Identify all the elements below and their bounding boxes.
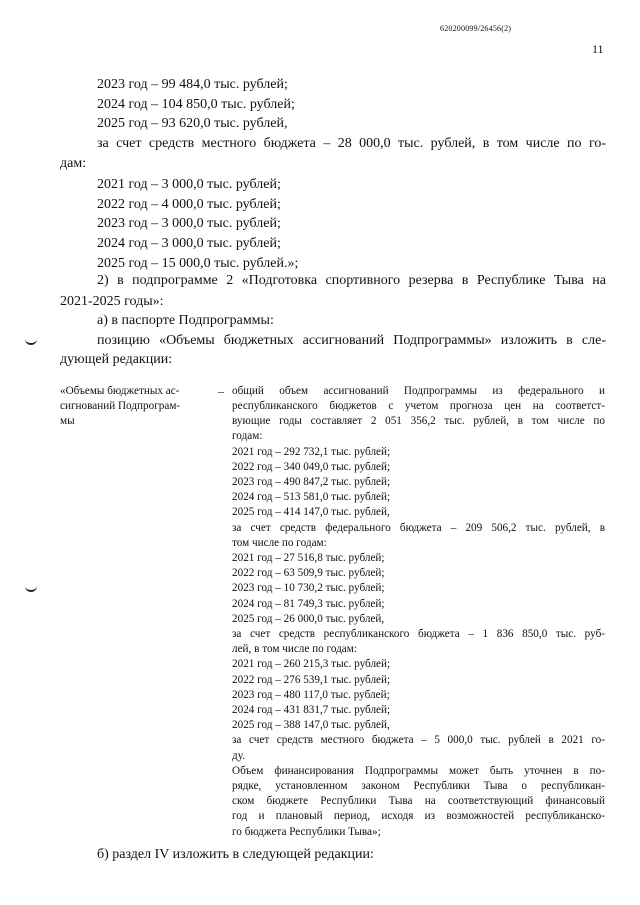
table-left-label: «Объемы бюджетных ас- [60,385,180,397]
table-right-line: го бюджета Республики Тыва»; [232,826,381,838]
body-line: 2025 год – 15 000,0 тыс. рублей.»; [97,256,299,271]
body-line: 2023 год – 3 000,0 тыс. рублей; [97,216,281,231]
table-right-line: за счет средств республиканского бюджета – 1 836 850,0 тыс. руб- [232,628,605,640]
table-right-line: общий объем ассигнований Подпрограммы из федерального и [232,385,605,397]
body-line: 2025 год – 93 620,0 тыс. рублей, [97,116,288,131]
body-line: дующей редакции: [60,352,173,367]
table-right-line: 2024 год – 513 581,0 тыс. рублей; [232,491,391,503]
table-right-line: 2021 год – 27 516,8 тыс. рублей; [232,552,385,564]
table-right-line: республиканского бюджетов с учетом прогноза цен на соответст- [232,400,605,412]
table-right-line: 2024 год – 81 749,3 тыс. рублей; [232,598,385,610]
table-right-line: Объем финансирования Подпрограммы может быть уточнен в по- [232,765,605,777]
table-right-line: 2022 год – 340 049,0 тыс. рублей; [232,461,391,473]
table-right-line: за счет средств местного бюджета – 5 000,0 тыс. рублей в 2021 го- [232,734,605,746]
table-right-line: лей, в том числе по годам: [232,643,357,655]
table-right-line: рядке, установленном законом Республики Тыва о республикан- [232,780,605,792]
table-right-line: 2023 год – 480 117,0 тыс. рублей; [232,689,390,701]
page-number: 11 [592,42,604,56]
table-right-line: 2025 год – 26 000,0 тыс. рублей, [232,613,385,625]
body-line: 2024 год – 3 000,0 тыс. рублей; [97,236,281,251]
table-right-line: 2021 год – 292 732,1 тыс. рублей; [232,446,391,458]
body-line: 2023 год – 99 484,0 тыс. рублей; [97,77,288,92]
table-right-line: 2021 год – 260 215,3 тыс. рублей; [232,658,391,670]
body-line: 2) в подпрограмме 2 «Подготовка спортивного резерва в Республике Тыва на [97,273,606,288]
body-line: б) раздел IV изложить в следующей редакции: [97,847,374,862]
table-right-line: 2023 год – 10 730,2 тыс. рублей; [232,582,385,594]
table-right-line: 2022 год – 63 509,9 тыс. рублей; [232,567,385,579]
table-right-line: год и плановый период, исходя из возможностей республиканско- [232,810,605,822]
margin-mark [25,337,37,345]
body-line: 2021 год – 3 000,0 тыс. рублей; [97,177,281,192]
table-right-line: ду. [232,750,245,762]
body-line: а) в паспорте Подпрограммы: [97,313,274,328]
table-right-line: за счет средств федерального бюджета – 209 506,2 тыс. рублей, в [232,522,605,534]
body-line: позицию «Объемы бюджетных ассигнований Подпрограммы» изложить в сле- [97,333,606,348]
table-right-line: годам: [232,430,263,442]
margin-mark [25,584,37,592]
table-right-line: 2025 год – 388 147,0 тыс. рублей, [232,719,390,731]
body-line: 2022 год – 4 000,0 тыс. рублей; [97,197,281,212]
body-line: 2024 год – 104 850,0 тыс. рублей; [97,97,295,112]
body-line: дам: [60,156,87,171]
table-dash: – [218,384,224,398]
table-right-line: 2022 год – 276 539,1 тыс. рублей; [232,674,391,686]
table-left-label: сигнований Подпрограм- [60,400,181,412]
table-right-line: вующие годы составляет 2 051 356,2 тыс. рублей, в том числе по [232,415,605,427]
body-line: за счет средств местного бюджета – 28 000,0 тыс. рублей, в том числе по го- [97,136,606,151]
table-right-line: 2023 год – 490 847,2 тыс. рублей; [232,476,391,488]
table-right-line: том числе по годам: [232,537,327,549]
table-right-line: 2025 год – 414 147,0 тыс. рублей, [232,506,390,518]
document-id: 620200099/26456(2) [440,24,512,33]
body-line: 2021-2025 годы»: [60,294,164,309]
table-right-line: ском бюджете Республики Тыва на соответствующий финансовый [232,795,605,807]
table-left-label: мы [60,415,75,427]
table-right-line: 2024 год – 431 831,7 тыс. рублей; [232,704,391,716]
